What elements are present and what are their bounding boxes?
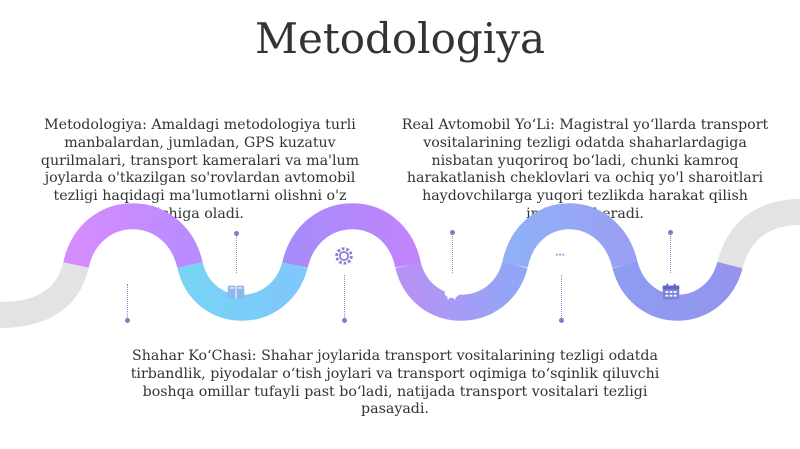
book-icon <box>225 281 247 303</box>
connector-dot <box>559 318 564 323</box>
chat-icon <box>550 246 572 268</box>
connector-dot <box>234 231 239 236</box>
connector-dot <box>450 230 455 235</box>
methodology-text: Metodologiya: Amaldagi metodologiya turli manbalardan, jumladan, GPS kuzatuv qurilmalari, transport kameralari va ma'lum joylarda o'tkazilgan so'rovlardan avtomobil tezligi haqidagi ma'lumotlarni olishni o'z ichiga oladi. <box>40 117 360 222</box>
connector-5 <box>561 275 562 320</box>
city-street-text: Shahar Ko‘Chasi: Shahar joylarida transport vositalarining tezligi odatda tirbandlik, piyodalar o‘tish joylari va transport oqimiga to‘sqinlik qiluvchi boshqa omillar tufayli past bo‘ladi, natijada transport vositalari tezligi pasayadi. <box>130 348 660 418</box>
gear-icon <box>333 245 355 267</box>
connector-1 <box>127 284 128 322</box>
calendar-icon <box>660 281 682 303</box>
puzzle-icon <box>117 248 139 270</box>
connector-3 <box>344 275 345 320</box>
page-title: Metodologiya <box>254 14 545 63</box>
connector-dot <box>668 230 673 235</box>
connector-6 <box>670 233 671 273</box>
piggy-bank-icon <box>441 281 463 303</box>
connector-dot <box>125 318 130 323</box>
connector-2 <box>236 235 237 273</box>
highway-text: Real Avtomobil Yo‘Li: Magistral yo‘llarda transport vositalarining tezligi odatda shaharlardagiga nisbatan yuqoriroq bo‘ladi, chunki kamroq harakatlanish cheklovlari va ochiq yo'l sharoitlari haydovchilarga yuqori tezlikda harakat qilish imkonini beradi. <box>401 117 769 222</box>
connector-4 <box>452 233 453 273</box>
connector-dot <box>342 318 347 323</box>
